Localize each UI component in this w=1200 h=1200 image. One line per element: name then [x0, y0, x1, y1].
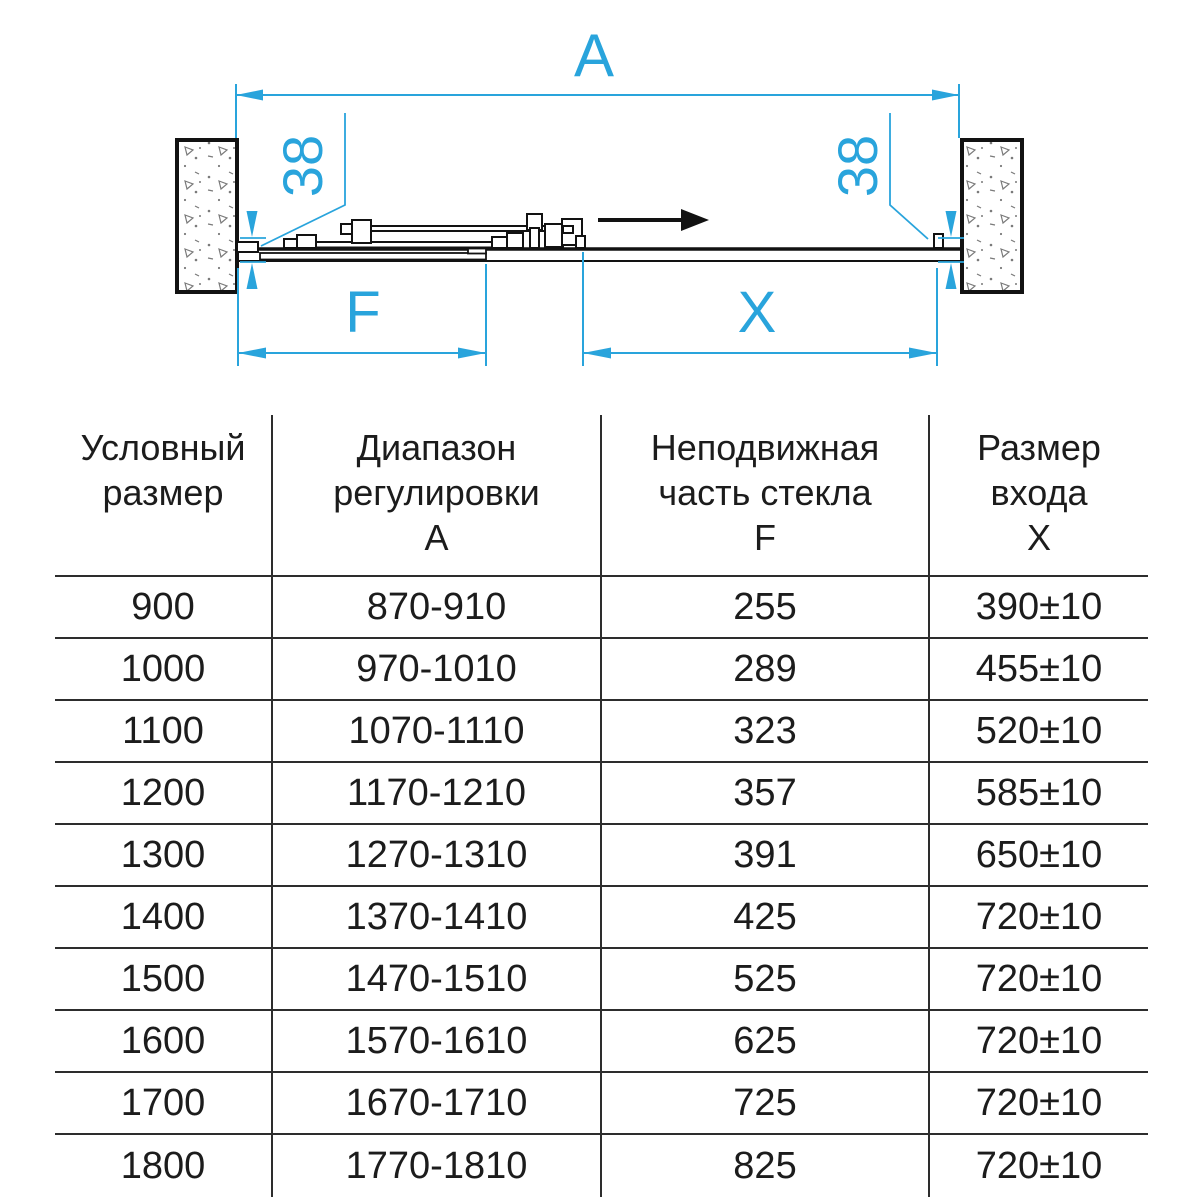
table-cell: 1370-1410 [272, 886, 601, 948]
header-text: Условный [80, 427, 246, 468]
table-cell: 970-1010 [272, 638, 601, 700]
slide-direction-arrow-icon [598, 209, 709, 231]
header-letter: X [1026, 517, 1051, 558]
table-cell: 1200 [55, 762, 272, 824]
table-cell: 255 [601, 576, 929, 638]
dimension-38-left-label: 38 [271, 134, 334, 198]
table-cell: 1800 [55, 1134, 272, 1197]
table-cell: 1470-1510 [272, 948, 601, 1010]
col-header-adjustment-range [272, 415, 601, 576]
table-row [55, 1010, 1148, 1072]
dimension-F-label: F [345, 280, 381, 345]
table-cell: 1400 [55, 886, 272, 948]
table-cell: 1170-1210 [272, 762, 601, 824]
col-header-fixed-glass [601, 415, 929, 576]
size-table [55, 415, 1148, 1197]
table-cell: 1070-1110 [272, 700, 601, 762]
col-header-nominal-size [55, 415, 272, 576]
header-text: входа [990, 472, 1088, 513]
table-cell: 650±10 [929, 824, 1148, 886]
header-letter: F [754, 517, 776, 558]
table-cell: 1000 [55, 638, 272, 700]
table-cell: 323 [601, 700, 929, 762]
col-header-entry-size [929, 415, 1148, 576]
table-row [55, 1134, 1148, 1197]
header-text: Размер [977, 427, 1101, 468]
table-row [55, 1072, 1148, 1134]
dimension-38-left [240, 113, 345, 289]
table-cell: 720±10 [929, 886, 1148, 948]
roller-mechanism [237, 214, 943, 252]
table-cell: 720±10 [929, 1072, 1148, 1134]
installation-diagram [0, 0, 1200, 410]
table-cell: 900 [55, 576, 272, 638]
table-cell: 455±10 [929, 638, 1148, 700]
table-cell: 1300 [55, 824, 272, 886]
table-cell: 1570-1610 [272, 1010, 601, 1072]
table-cell: 825 [601, 1134, 929, 1197]
table-cell: 357 [601, 762, 929, 824]
table-cell: 720±10 [929, 1010, 1148, 1072]
header-letter: А [424, 517, 449, 558]
table-cell: 725 [601, 1072, 929, 1134]
table-cell: 1770-1810 [272, 1134, 601, 1197]
header-text: регулировки [333, 472, 540, 513]
table-row [55, 638, 1148, 700]
header-text: часть стекла [658, 472, 872, 513]
table-cell: 720±10 [929, 948, 1148, 1010]
table-body [55, 576, 1148, 1197]
table-cell: 1600 [55, 1010, 272, 1072]
dimension-X-label: X [737, 280, 777, 345]
table-cell: 425 [601, 886, 929, 948]
table-row [55, 824, 1148, 886]
table-header-row [55, 415, 1148, 576]
table-row [55, 762, 1148, 824]
table-cell: 390±10 [929, 576, 1148, 638]
header-text: размер [102, 472, 224, 513]
table-row [55, 948, 1148, 1010]
table-row [55, 886, 1148, 948]
table-cell: 1500 [55, 948, 272, 1010]
left-wall [177, 140, 237, 292]
dimension-38-right-label: 38 [826, 134, 889, 198]
right-wall [962, 140, 1022, 292]
table-cell: 520±10 [929, 700, 1148, 762]
table-cell: 720±10 [975, 1144, 1103, 1187]
table-cell: 1700 [55, 1072, 272, 1134]
table-cell: 289 [601, 638, 929, 700]
table-cell: 625 [601, 1010, 929, 1072]
header-text: Диапазон [356, 427, 517, 468]
dimension-A-label: A [573, 22, 615, 89]
table-cell: 1100 [55, 700, 272, 762]
table-cell: 870-910 [272, 576, 601, 638]
table-row [55, 700, 1148, 762]
table-cell: 391 [601, 824, 929, 886]
table-cell: 585±10 [929, 762, 1148, 824]
table-cell: 525 [601, 948, 929, 1010]
dimension-38-right [826, 113, 964, 289]
header-text: Неподвижная [650, 427, 880, 468]
table-row [55, 576, 1148, 638]
table-cell: 1270-1310 [272, 824, 601, 886]
table-cell: 1670-1710 [272, 1072, 601, 1134]
